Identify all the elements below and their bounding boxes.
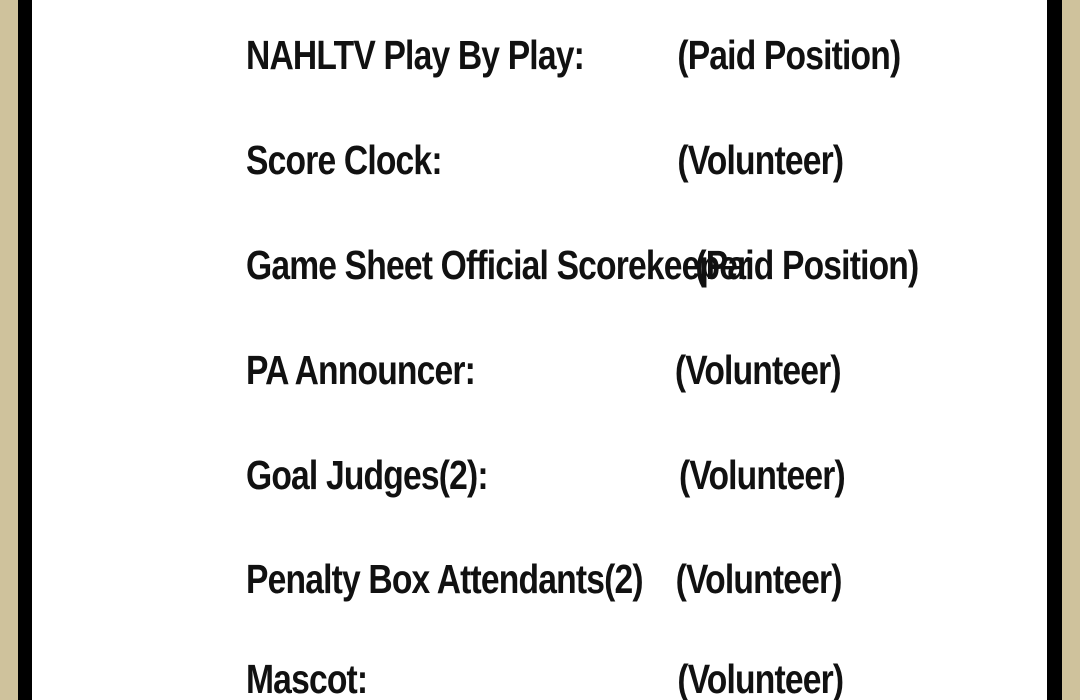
position-row: [71, 137, 903, 197]
position-row: [71, 452, 903, 512]
position-row: [71, 347, 903, 407]
position-role: Goal Judges(2):: [246, 452, 488, 498]
position-row: [71, 242, 919, 302]
position-row: [71, 556, 903, 616]
position-role: Game Sheet Official Scorekeeper: [246, 242, 750, 288]
position-status: (Paid Position): [695, 242, 919, 288]
position-status: (Volunteer): [677, 137, 844, 183]
positions-sheet: [32, 0, 1047, 700]
position-row: [71, 32, 903, 92]
position-status: (Volunteer): [674, 347, 841, 393]
position-role: NAHLTV Play By Play:: [246, 32, 584, 78]
position-role: Penalty Box Attendants(2): [246, 556, 643, 602]
position-status: (Paid Position): [677, 32, 901, 78]
position-status: (Volunteer): [678, 452, 845, 498]
position-row: [71, 656, 903, 700]
position-role: Mascot:: [246, 656, 368, 700]
position-status: (Volunteer): [677, 656, 844, 700]
position-status: (Volunteer): [675, 556, 842, 602]
position-role: PA Announcer:: [246, 347, 476, 393]
position-role: Score Clock:: [246, 137, 442, 183]
